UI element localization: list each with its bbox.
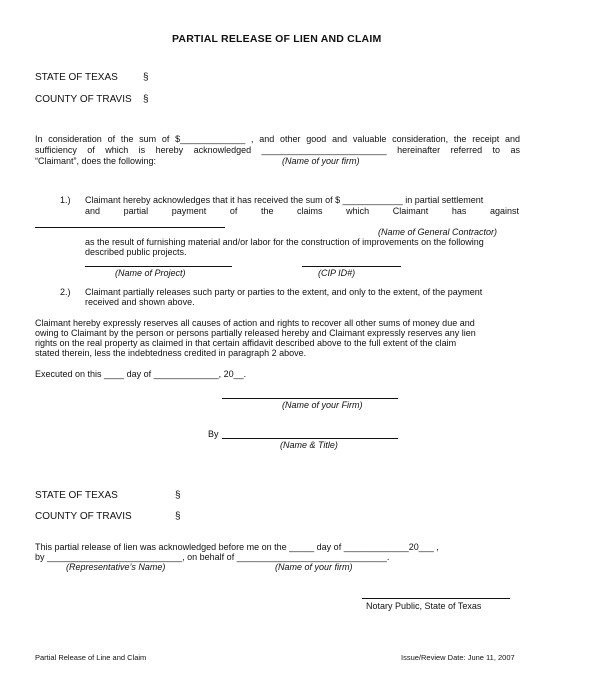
venue-state: STATE OF TEXAS [35, 72, 118, 83]
consideration-line: sufficiency of which is hereby acknowledged _________________________ hereinafter referred to as [35, 145, 520, 155]
name-title-caption: (Name & Title) [280, 440, 338, 450]
item-number: 2.) [60, 287, 71, 297]
acknowledgment-by-line: by ___________________________, on behalf of ______________________________. [35, 552, 390, 562]
firm-name-caption: (Name of your firm) [275, 562, 353, 572]
firm-signature-line [222, 398, 398, 399]
general-contractor-caption: (Name of General Contractor) [378, 227, 498, 237]
item1-line: and partial payment of the claims which Claimant has against [85, 206, 519, 216]
consideration-line: “Claimant”, does the following: [35, 156, 157, 166]
item1-line: as the result of furnishing material and/or labor for the construction of improvements on the following [85, 237, 484, 247]
reservation-line: rights on the real property as claimed in that certain affidavit described above to the full extent of the claim [35, 338, 457, 348]
section-symbol: § [175, 511, 181, 522]
consideration-line: In consideration of the sum of $_____________ , and other good and valuable consideration, the receipt and [35, 134, 520, 144]
item1-line: described public projects. [85, 247, 187, 257]
cip-id-caption: (CIP ID#) [318, 268, 356, 278]
reservation-line: Claimant hereby expressly reserves all causes of action and rights to recover all other sums of money due and [35, 318, 475, 328]
project-name-caption: (Name of Project) [115, 268, 186, 278]
item2-line: Claimant partially releases such party or parties to the extent, and only to the extent, of the payment [85, 287, 483, 297]
item1-line: Claimant hereby acknowledges that it has received the sum of $ ____________ in partial settlement [85, 195, 484, 205]
notary-caption: Notary Public, State of Texas [366, 601, 482, 611]
notary-signature-line [362, 598, 510, 599]
item2-line: received and shown above. [85, 297, 195, 307]
general-contractor-line [35, 227, 225, 228]
firm-name-caption: (Name of your Firm) [282, 400, 363, 410]
representative-name-caption: (Representative’s Name) [66, 562, 166, 572]
firm-name-caption: (Name of your firm) [282, 156, 360, 166]
reservation-line: stated therein, less the indebtedness credited in paragraph 2 above. [35, 348, 307, 358]
section-symbol: § [143, 72, 149, 83]
venue-county: COUNTY OF TRAVIS [35, 94, 132, 105]
section-symbol: § [143, 94, 149, 105]
document-title: PARTIAL RELEASE OF LIEN AND CLAIM [172, 33, 382, 45]
notary-venue-county: COUNTY OF TRAVIS [35, 511, 132, 522]
acknowledgment-line: This partial release of lien was acknowledged before me on the _____ day of _____________20___ , [35, 542, 439, 552]
cip-id-line [302, 266, 401, 267]
notary-venue-state: STATE OF TEXAS [35, 490, 118, 501]
item-number: 1.) [60, 195, 71, 205]
reservation-line: owing to Claimant by the person or persons partially released hereby and Claimant expressly reserves any lien [35, 328, 476, 338]
footer-left: Partial Release of Line and Claim [35, 653, 147, 662]
footer-right: Issue/Review Date: June 11, 2007 [401, 653, 515, 662]
name-title-line [222, 438, 398, 439]
project-name-line [85, 266, 232, 267]
executed-line: Executed on this ____ day of _____________, 20__. [35, 369, 247, 379]
by-label: By [208, 429, 219, 439]
section-symbol: § [175, 490, 181, 501]
